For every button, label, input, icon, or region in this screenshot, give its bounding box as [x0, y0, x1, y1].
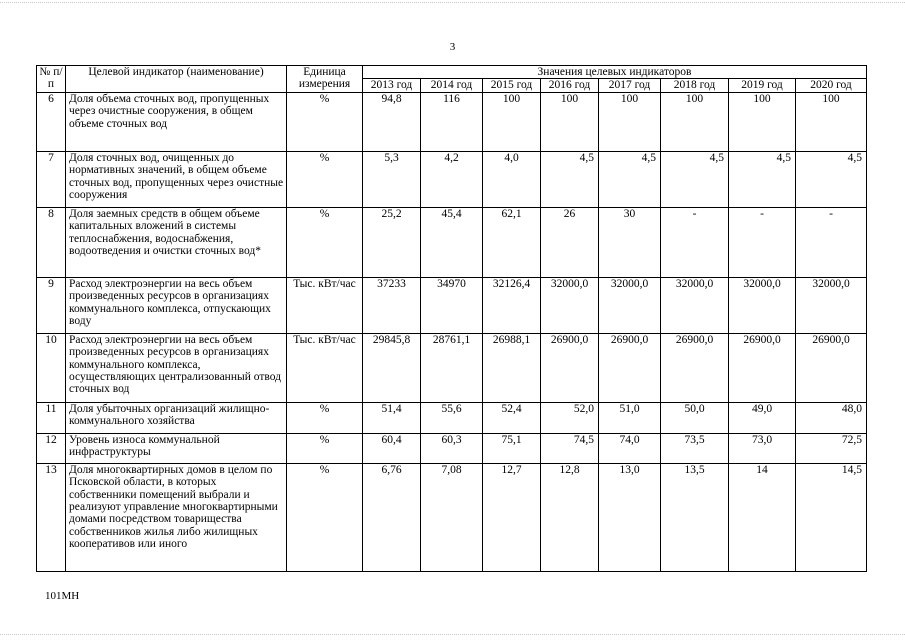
unit-cell: Тыс. кВт/час — [287, 277, 363, 333]
value-cell: 60,4 — [363, 433, 421, 463]
table-row — [37, 402, 867, 433]
value-cell: 60,3 — [421, 433, 483, 463]
value-cell: 32000,0 — [541, 277, 599, 333]
header-year: 2019 год — [729, 79, 796, 92]
footer-document-code: 101МН — [45, 590, 80, 602]
value-cell: 72,5 — [796, 433, 867, 463]
value-cell: 94,8 — [363, 92, 421, 151]
table-row — [37, 463, 867, 571]
value-cell: 100 — [483, 92, 541, 151]
value-cell: 32126,4 — [483, 277, 541, 333]
value-cell: 4,5 — [541, 151, 599, 207]
value-cell: 45,4 — [421, 207, 483, 277]
header-year: 2018 год — [661, 79, 729, 92]
value-cell: 32000,0 — [729, 277, 796, 333]
value-cell: 62,1 — [483, 207, 541, 277]
row-number: 6 — [37, 92, 66, 151]
value-cell: 55,6 — [421, 402, 483, 433]
unit-cell: % — [287, 433, 363, 463]
unit-cell: % — [287, 402, 363, 433]
value-cell: 116 — [421, 92, 483, 151]
header-year: 2015 год — [483, 79, 541, 92]
row-number: 9 — [37, 277, 66, 333]
table-row — [37, 207, 867, 277]
indicator-name: Расход электроэнергии на весь объем произведенных ресурсов в организациях коммунального комплекса, осуществляющих централизованный отвод сточных вод — [66, 333, 287, 402]
value-cell: 26900,0 — [796, 333, 867, 402]
value-cell: 29845,8 — [363, 333, 421, 402]
value-cell: 30 — [599, 207, 661, 277]
value-cell: 4,5 — [729, 151, 796, 207]
value-cell: 13,5 — [661, 463, 729, 571]
row-number: 8 — [37, 207, 66, 277]
value-cell: 52,4 — [483, 402, 541, 433]
header-unit: Единица измерения — [287, 66, 363, 93]
value-cell: 4,5 — [599, 151, 661, 207]
indicator-name: Уровень износа коммунальной инфраструктуры — [66, 433, 287, 463]
value-cell: 52,0 — [541, 402, 599, 433]
value-cell: 100 — [729, 92, 796, 151]
value-cell: 26900,0 — [661, 333, 729, 402]
value-cell: 26900,0 — [729, 333, 796, 402]
value-cell: 13,0 — [599, 463, 661, 571]
header-number: № п/п — [37, 66, 66, 93]
header-indicator-name: Целевой индикатор (наименование) — [66, 66, 287, 93]
page-number: 3 — [449, 41, 456, 53]
header-values-group: Значения целевых индикаторов — [363, 66, 867, 79]
value-cell: 49,0 — [729, 402, 796, 433]
table-row — [37, 433, 867, 463]
table-row — [37, 151, 867, 207]
value-cell: 12,7 — [483, 463, 541, 571]
value-cell: 4,5 — [796, 151, 867, 207]
value-cell: 32000,0 — [796, 277, 867, 333]
value-cell: 4,2 — [421, 151, 483, 207]
row-number: 12 — [37, 433, 66, 463]
header-year: 2020 год — [796, 79, 867, 92]
value-cell: 100 — [796, 92, 867, 151]
value-cell: 7,08 — [421, 463, 483, 571]
row-number: 10 — [37, 333, 66, 402]
value-cell: 34970 — [421, 277, 483, 333]
value-cell: 26900,0 — [541, 333, 599, 402]
indicator-name: Расход электроэнергии на весь объем произведенных ресурсов в организациях коммунального комплекса, отпускающих воду — [66, 277, 287, 333]
value-cell: 4,5 — [661, 151, 729, 207]
value-cell: 32000,0 — [661, 277, 729, 333]
table-row — [37, 277, 867, 333]
value-cell: 100 — [599, 92, 661, 151]
value-cell: 26 — [541, 207, 599, 277]
value-cell: 6,76 — [363, 463, 421, 571]
value-cell: 37233 — [363, 277, 421, 333]
value-cell: 100 — [541, 92, 599, 151]
unit-cell: % — [287, 151, 363, 207]
value-cell: 5,3 — [363, 151, 421, 207]
value-cell: 25,2 — [363, 207, 421, 277]
row-number: 11 — [37, 402, 66, 433]
scan-edge-bottom — [0, 634, 905, 635]
value-cell: - — [661, 207, 729, 277]
value-cell: 4,0 — [483, 151, 541, 207]
header-year: 2013 год — [363, 79, 421, 92]
scan-edge-top — [0, 2, 905, 3]
value-cell: 73,5 — [661, 433, 729, 463]
value-cell: 75,1 — [483, 433, 541, 463]
unit-cell: % — [287, 463, 363, 571]
value-cell: 74,0 — [599, 433, 661, 463]
indicators-table — [36, 65, 867, 572]
value-cell: 14 — [729, 463, 796, 571]
value-cell: 32000,0 — [599, 277, 661, 333]
unit-cell: Тыс. кВт/час — [287, 333, 363, 402]
indicator-name: Доля убыточных организаций жилищно-коммунального хозяйства — [66, 402, 287, 433]
value-cell: 12,8 — [541, 463, 599, 571]
value-cell: - — [729, 207, 796, 277]
value-cell: 28761,1 — [421, 333, 483, 402]
value-cell: 100 — [661, 92, 729, 151]
value-cell: 14,5 — [796, 463, 867, 571]
table-row — [37, 92, 867, 151]
row-number: 7 — [37, 151, 66, 207]
row-number: 13 — [37, 463, 66, 571]
value-cell: 51,0 — [599, 402, 661, 433]
indicator-name: Доля сточных вод, очищенных до нормативных значений, в общем объеме сточных вод, пропущенных через очистные сооружения — [66, 151, 287, 207]
value-cell: 50,0 — [661, 402, 729, 433]
indicator-name: Доля заемных средств в общем объеме капитальных вложений в системы теплоснабжения, водоснабжения, водоотведения и очистки сточных вод* — [66, 207, 287, 277]
unit-cell: % — [287, 92, 363, 151]
value-cell: 26900,0 — [599, 333, 661, 402]
indicator-name: Доля многоквартирных домов в целом по Псковской области, в которых собственники помещений выбрали и реализуют управление многоквартирными домами посредством товарищества собственников жилья либо жилищных кооперативов или иного — [66, 463, 287, 571]
header-year: 2014 год — [421, 79, 483, 92]
value-cell: - — [796, 207, 867, 277]
value-cell: 26988,1 — [483, 333, 541, 402]
value-cell: 74,5 — [541, 433, 599, 463]
value-cell: 51,4 — [363, 402, 421, 433]
indicator-name: Доля объема сточных вод, пропущенных через очистные сооружения, в общем объеме сточных вод — [66, 92, 287, 151]
unit-cell: % — [287, 207, 363, 277]
header-year: 2016 год — [541, 79, 599, 92]
header-year: 2017 год — [599, 79, 661, 92]
header-row — [37, 66, 867, 79]
value-cell: 48,0 — [796, 402, 867, 433]
value-cell: 73,0 — [729, 433, 796, 463]
table-row — [37, 333, 867, 402]
